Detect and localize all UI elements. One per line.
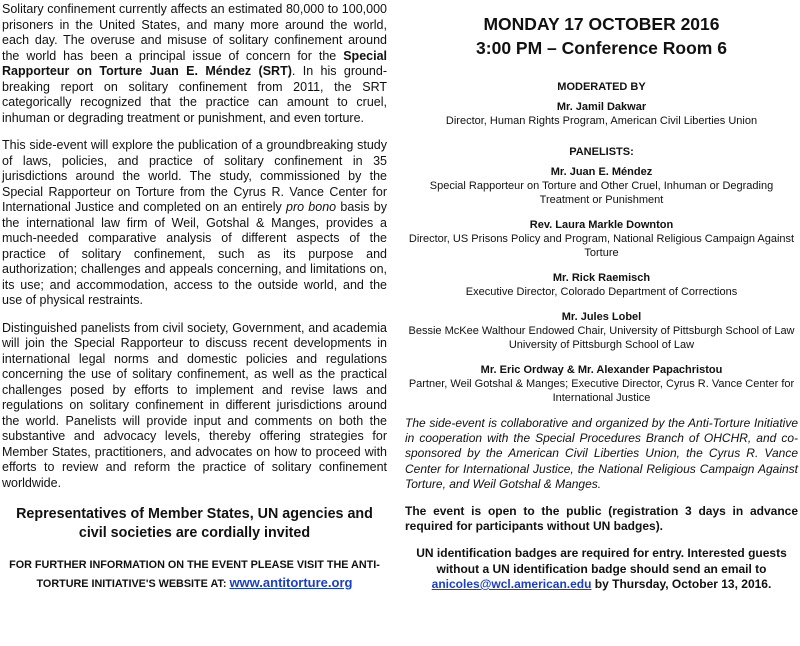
panelist-title: Special Rapporteur on Torture and Other Cruel, Inhuman or Degrading Treatment or Punishment	[429, 180, 774, 206]
pro-bono-text: pro bono	[286, 200, 337, 214]
invitation-heading	[2, 505, 387, 543]
badge-note	[405, 546, 798, 592]
panelist-title: Executive Director, Colorado Department of Corrections	[465, 286, 738, 298]
panelist-name: Rev. Laura Markle Downton	[529, 219, 674, 231]
moderated-by-heading: MODERATED BY	[557, 81, 646, 93]
badge-note-text: UN identification badges are required for entry. Interested guests without a UN identification badge should send an email to	[416, 546, 787, 576]
description-column	[2, 2, 387, 593]
further-info-line-1: FOR FURTHER INFORMATION ON THE EVENT PLEASE VISIT THE ANTI-	[9, 559, 380, 571]
website-link[interactable]: www.antitorture.org	[229, 575, 353, 590]
collaboration-note: The side-event is collaborative and organized by the Anti-Torture Initiative in cooperation with the Special Procedures Branch of OHCHR, and co-sponsored by the American Civil Liberties Union, the Cyrus R. Vance Center for International Justice, the National Religious Campaign Against Torture, and Weil Gotshal & Manges.	[405, 416, 798, 491]
intro-text-cont: . In his ground-breaking report on solitary confinement from 2011, the SRT categorically recognized that the practice can amount to cruel, inhuman or degrading treatment or punishment, and even torture.	[2, 64, 387, 125]
panelist-name: Mr. Rick Raemisch	[552, 272, 651, 284]
panelist-name: Mr. Eric Ordway & Mr. Alexander Papachristou	[480, 364, 723, 376]
panelist-title: Partner, Weil Gotshal & Manges; Executive Director, Cyrus R. Vance Center for International Justice	[408, 378, 795, 404]
study-text: This side-event will explore the publication of a groundbreaking study of laws, policies, and practice of solitary confinement in 35 jurisdictions around the world. The study, commissioned by the Special Rapporteur on Torture from the Cyrus R. Vance Center for International Justice and completed on an entirely	[2, 138, 387, 214]
event-date: MONDAY 17 OCTOBER 2016	[483, 14, 720, 34]
srt-name: Special Rapporteur on Torture Juan E. Méndez (SRT)	[2, 48, 387, 78]
study-paragraph	[2, 138, 387, 309]
event-time: 3:00 PM – Conference Room 6	[476, 38, 727, 58]
moderator-name: Mr. Jamil Dakwar	[556, 101, 647, 113]
moderator-title: Director, Human Rights Program, American Civil Liberties Union	[445, 115, 758, 127]
further-info	[2, 557, 387, 593]
invitation-line-1: Representatives of Member States, UN agencies and	[16, 506, 373, 522]
panelist-name: Mr. Jules Lobel	[561, 311, 642, 323]
badge-deadline-text: by Thursday, October 13, 2016.	[591, 576, 772, 591]
panelists-heading: PANELISTS:	[569, 146, 634, 158]
panelist-title: Director, US Prisons Policy and Program, National Religious Campaign Against Torture	[408, 233, 795, 259]
intro-text: Solitary confinement currently affects an estimated 80,000 to 100,000 prisoners in the United States, and many more around the world, each day. The overuse and misuse of solitary confinement around the world has been a principal issue of concern for the	[2, 2, 387, 63]
study-text-cont: basis by the international law firm of Weil, Gotshal & Manges, provides a much-needed comparative analysis of different aspects of the practice of solitary confinement, such as its purpose and authorization; challenges and appeals concerning, and limitations on, its use; and accommodation, access to the outside world, and the use of physical restraints.	[2, 200, 387, 307]
panelist-name: Mr. Juan E. Méndez	[550, 166, 653, 178]
further-info-label: TORTURE INITIATIVE'S WEBSITE AT:	[36, 578, 230, 590]
panelist-title: Bessie McKee Walthour Endowed Chair, University of Pittsburgh School of Law University of Pittsburgh School of Law	[408, 325, 795, 351]
event-details-column	[405, 12, 798, 592]
contact-email-link[interactable]: anicoles@wcl.american.edu	[431, 576, 592, 591]
public-access-note: The event is open to the public (registration 3 days in advance required for participants without UN badges).	[405, 504, 798, 534]
further-info-line-2	[2, 574, 387, 593]
panelists-paragraph: Distinguished panelists from civil society, Government, and academia will join the Special Rapporteur to discuss recent developments in international legal norms and domestic policies and regulations concerning the use of solitary confinement, as well as the practical challenges posed by efforts to implement and revise laws and regulations on solitary confinement in different jurisdictions around the world. Panelists will provide input and comments on both the substantive and advocacy levels, thereby offering strategies for Member States, practitioners, and advocates on how to proceed with efforts to review and reform the practice of solitary confinement worldwide.	[2, 320, 387, 490]
invitation-line-2: civil societies are cordially invited	[78, 525, 311, 541]
intro-paragraph	[2, 2, 387, 126]
